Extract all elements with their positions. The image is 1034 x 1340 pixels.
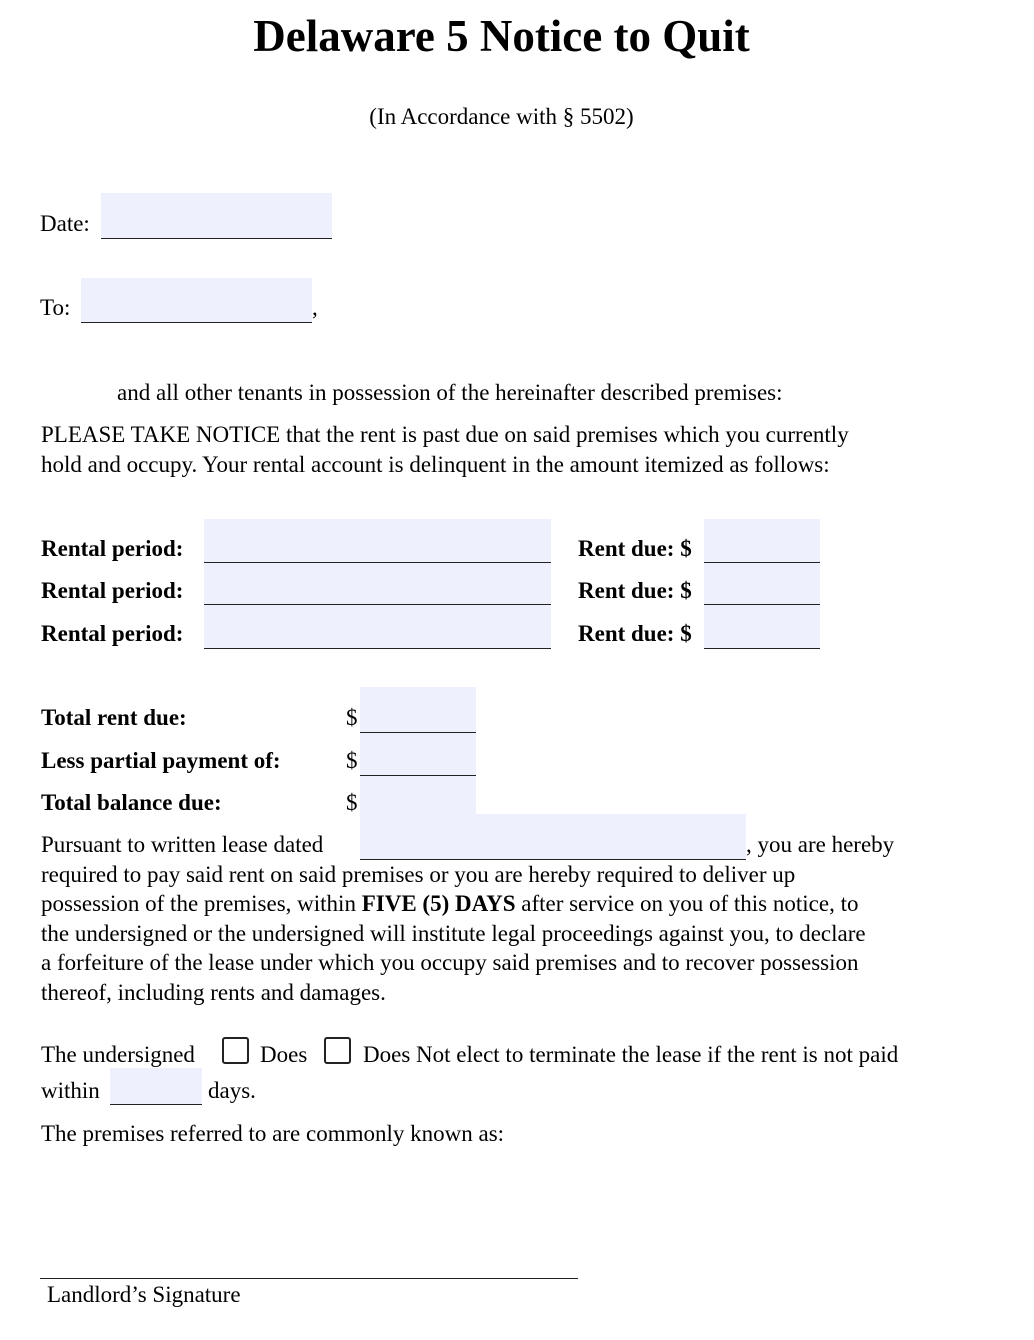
five-days-emphasis: FIVE (5) DAYS: [361, 891, 516, 916]
total-rent-due-input[interactable]: [360, 687, 476, 732]
partial-payment-input[interactable]: [360, 733, 476, 775]
partial-payment-field[interactable]: [360, 733, 476, 776]
signature-line: [40, 1278, 578, 1279]
rental-period-label-3: Rental period:: [41, 621, 184, 646]
rent-due-label-1: Rent due: $: [578, 536, 692, 561]
rent-due-input-3[interactable]: [704, 605, 820, 648]
balance-due-input[interactable]: [360, 776, 476, 817]
to-label: To:: [40, 295, 71, 320]
lease-prefix: Pursuant to written lease dated: [41, 832, 324, 857]
balance-due-currency: $: [346, 790, 358, 815]
date-field[interactable]: [101, 193, 332, 239]
lease-line-5: a forfeiture of the lease under which you occupy said premises and to recover possession: [41, 950, 859, 975]
lease-suffix: , you are hereby: [746, 832, 895, 857]
rental-period-label-1: Rental period:: [41, 536, 184, 561]
rent-due-label-2: Rent due: $: [578, 578, 692, 603]
document-subtitle: (In Accordance with § 5502): [369, 104, 634, 129]
total-rent-due-label: Total rent due:: [41, 705, 187, 730]
within-label: within: [41, 1078, 100, 1103]
days-label: days.: [208, 1078, 256, 1103]
to-suffix: ,: [312, 295, 318, 320]
rent-due-label-3: Rent due: $: [578, 621, 692, 646]
lease-date-field[interactable]: [360, 814, 746, 860]
signature-label: Landlord’s Signature: [47, 1282, 241, 1307]
rent-due-field-2[interactable]: [704, 563, 820, 605]
lease-date-input[interactable]: [360, 814, 746, 859]
partial-payment-label: Less partial payment of:: [41, 748, 281, 773]
total-rent-due-currency: $: [346, 705, 358, 730]
rental-period-field-2[interactable]: [204, 563, 551, 605]
rental-period-input-3[interactable]: [204, 605, 551, 648]
lease-line-2: required to pay said rent on said premises or you are hereby required to deliver up: [41, 862, 796, 887]
lease-line-6: thereof, including rents and damages.: [41, 980, 386, 1005]
rent-due-field-1[interactable]: [704, 519, 820, 563]
premises-label: The premises referred to are commonly known as:: [41, 1121, 505, 1146]
date-input[interactable]: [101, 193, 332, 238]
rent-due-field-3[interactable]: [704, 605, 820, 649]
rental-period-label-2: Rental period:: [41, 578, 184, 603]
to-field[interactable]: [81, 278, 312, 323]
election-prefix: The undersigned: [41, 1042, 195, 1067]
intro-line: and all other tenants in possession of the hereinafter described premises:: [117, 380, 783, 405]
does-checkbox[interactable]: [222, 1037, 249, 1064]
rental-period-input-2[interactable]: [204, 563, 551, 604]
to-input[interactable]: [81, 278, 312, 322]
rental-period-field-3[interactable]: [204, 605, 551, 649]
rent-due-input-1[interactable]: [704, 519, 820, 562]
lease-line-4: the undersigned or the undersigned will institute legal proceedings against you, to declare: [41, 921, 866, 946]
balance-due-field[interactable]: [360, 776, 476, 818]
rental-period-field-1[interactable]: [204, 519, 551, 563]
rental-period-input-1[interactable]: [204, 519, 551, 562]
does-not-checkbox[interactable]: [324, 1037, 351, 1064]
notice-line-1: PLEASE TAKE NOTICE that the rent is past due on said premises which you currently: [41, 422, 849, 447]
rent-due-input-2[interactable]: [704, 563, 820, 604]
days-field[interactable]: [110, 1068, 202, 1105]
days-input[interactable]: [110, 1068, 202, 1104]
does-label: Does: [260, 1042, 308, 1067]
notice-line-2: hold and occupy. Your rental account is delinquent in the amount itemized as follows:: [41, 452, 830, 477]
document-title: Delaware 5 Notice to Quit: [253, 11, 750, 61]
balance-due-label: Total balance due:: [41, 790, 222, 815]
lease-line-3: possession of the premises, within FIVE (5) DAYS after service on you of this notice, to: [41, 891, 859, 916]
date-label: Date:: [40, 211, 90, 236]
total-rent-due-field[interactable]: [360, 687, 476, 733]
does-not-label: Does Not elect to terminate the lease if the rent is not paid: [363, 1042, 899, 1067]
partial-payment-currency: $: [346, 748, 358, 773]
